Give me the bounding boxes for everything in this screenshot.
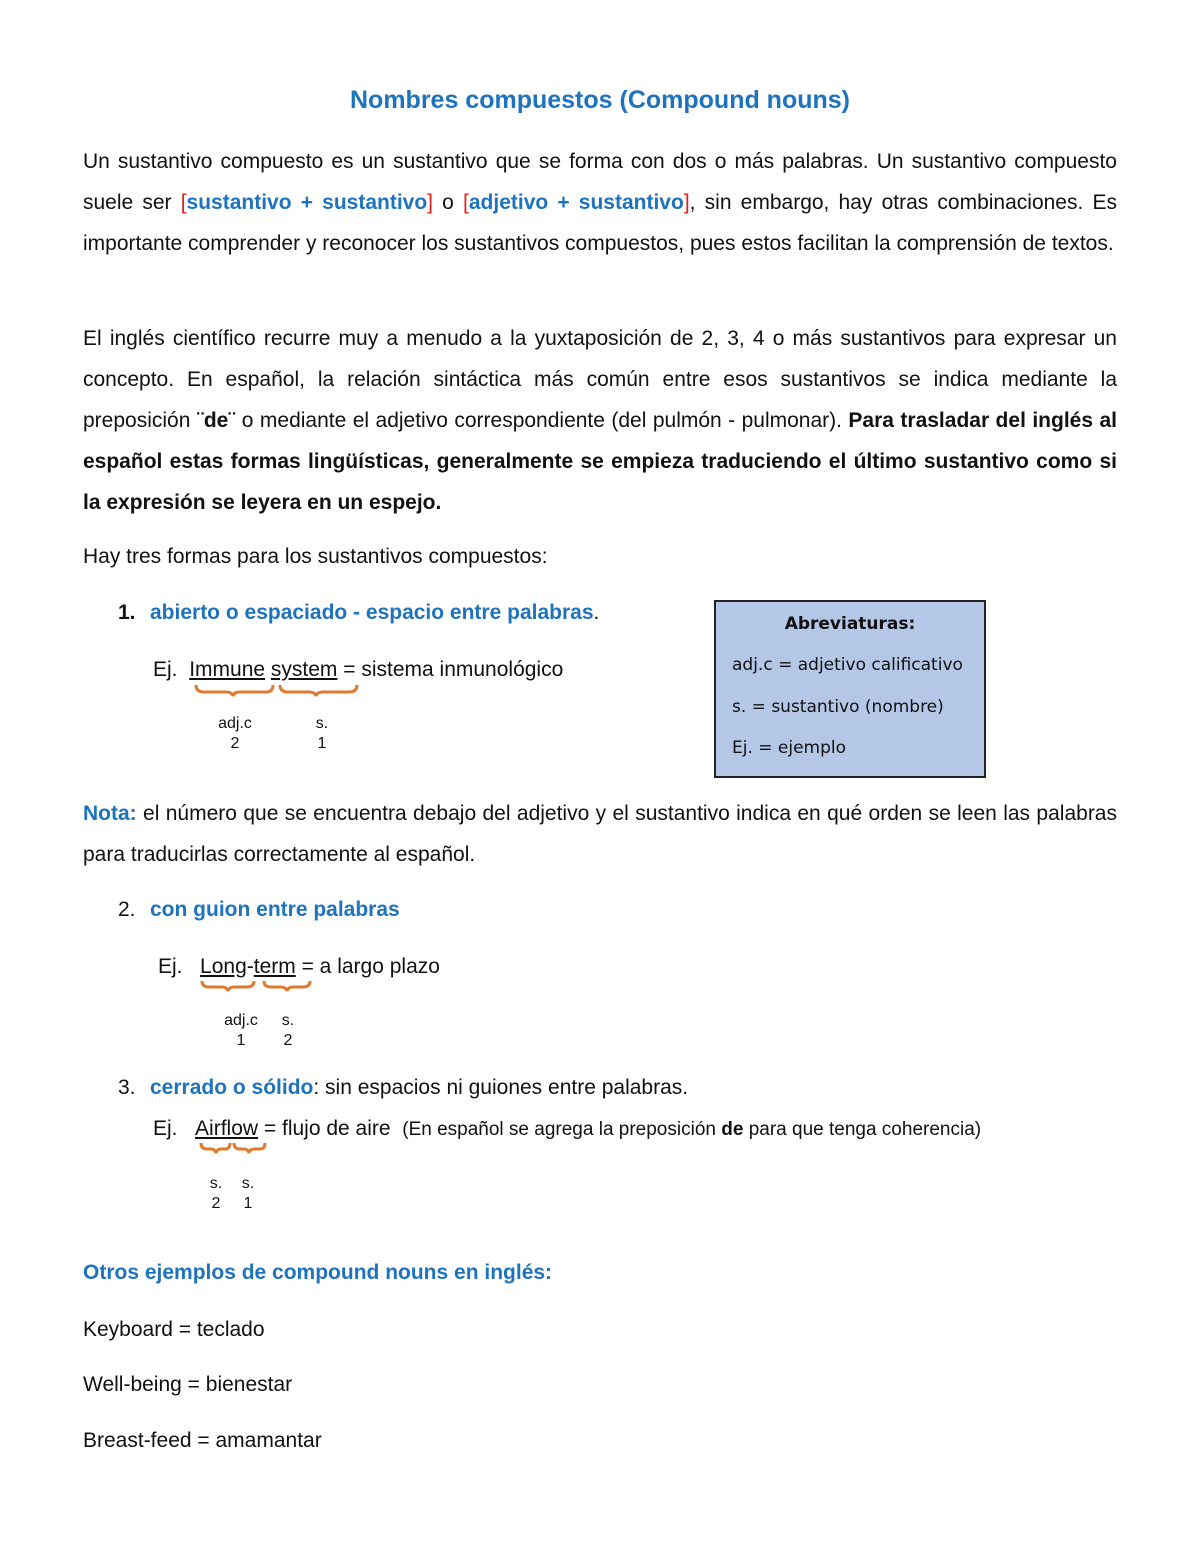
form-2-tag-b: s. 2 [281, 1012, 295, 1049]
form-3-heading: 3. cerrado o sólido: sin espacios ni guiones entre palabras. [118, 1076, 689, 1099]
combo-noun-noun: sustantivo + sustantivo [186, 191, 428, 214]
brace-icon [200, 979, 316, 993]
bracket: [ [463, 191, 469, 214]
form-1-example: Ej. Immune system = sistema inmunológico [153, 658, 564, 681]
abbreviations-heading: Abreviaturas: [784, 614, 916, 634]
abbrev-line: Ej. = ejemplo [732, 738, 847, 758]
form-3-tag-b: s. 1 [241, 1175, 255, 1212]
bracket: [ [180, 191, 187, 214]
science-paragraph: El inglés científico recurre muy a menudo a la yuxtaposición de 2, 3, 4 o más sustantivos para expresar un concepto. En español, la relación sintáctica más común entre esos sustantivos se indica mediante la preposición ¨de¨ o mediante el adjetivo correspondiente (del pulmón - pulmonar). Para trasladar del inglés al español estas formas lingüísticas, generalmente se empieza traduciendo el último sustantivo como si la expresión se leyera en un espejo. [83, 327, 1117, 514]
form-1-heading: 1. abierto o espaciado - espacio entre palabras. [118, 601, 600, 624]
abbrev-line: adj.c = adjetivo calificativo [732, 655, 963, 675]
brace-icon [194, 683, 366, 697]
form-2-tag-a: adj.c 1 [224, 1012, 258, 1049]
form-2-heading: 2. con guion entre palabras [118, 898, 400, 921]
page-title: Nombres compuestos (Compound nouns) [350, 86, 850, 114]
form-2-example: Ej. Long-term = a largo plazo [158, 955, 440, 978]
abbrev-line: s. = sustantivo (nombre) [732, 697, 944, 717]
bracket: ] [427, 191, 434, 214]
intro-paragraph: Un sustantivo compuesto es un sustantivo que se forma con dos o más palabras. Un sustantivo compuesto suele ser [sustantivo + sustantivo] o [adjetivo + sustantivo], sin embargo, hay otras combinaciones. Es importante comprender y reconocer los sustantivos compuestos, pues estos facilitan la comprensión de textos. [83, 150, 1117, 255]
abbreviations-box [714, 600, 986, 778]
brace-icon [199, 1141, 271, 1155]
example-item: Well-being = bienestar [83, 1373, 293, 1396]
combo-adj-noun: adjetivo + sustantivo [468, 191, 684, 214]
forms-intro: Hay tres formas para los sustantivos compuestos: [83, 545, 548, 568]
bracket: ] [683, 191, 690, 214]
nota-paragraph: Nota: el número que se encuentra debajo del adjetivo y el sustantivo indica en qué orden se leen las palabras para traducirlas correctamente al español. [83, 802, 1117, 866]
form-3-example: Ej. Airflow = flujo de aire (En español se agrega la preposición de para que tenga coherencia) [153, 1117, 982, 1140]
form-3-tag-a: s. 2 [209, 1175, 223, 1212]
mirror-rule: Para trasladar del inglés al español estas formas lingüísticas, generalmente se empieza traduciendo el último sustantivo como si la expresión se leyera en un espejo. [83, 409, 1117, 514]
others-heading: Otros ejemplos de compound nouns en inglés: [83, 1261, 553, 1284]
form-1-tag-a: adj.c 2 [218, 715, 252, 752]
example-item: Breast-feed = amamantar [83, 1429, 322, 1452]
form-3-note: (En español se agrega la preposición de para que tenga coherencia) [402, 1119, 982, 1140]
example-item: Keyboard = teclado [83, 1318, 265, 1341]
form-1-tag-b: s. 1 [315, 715, 329, 752]
